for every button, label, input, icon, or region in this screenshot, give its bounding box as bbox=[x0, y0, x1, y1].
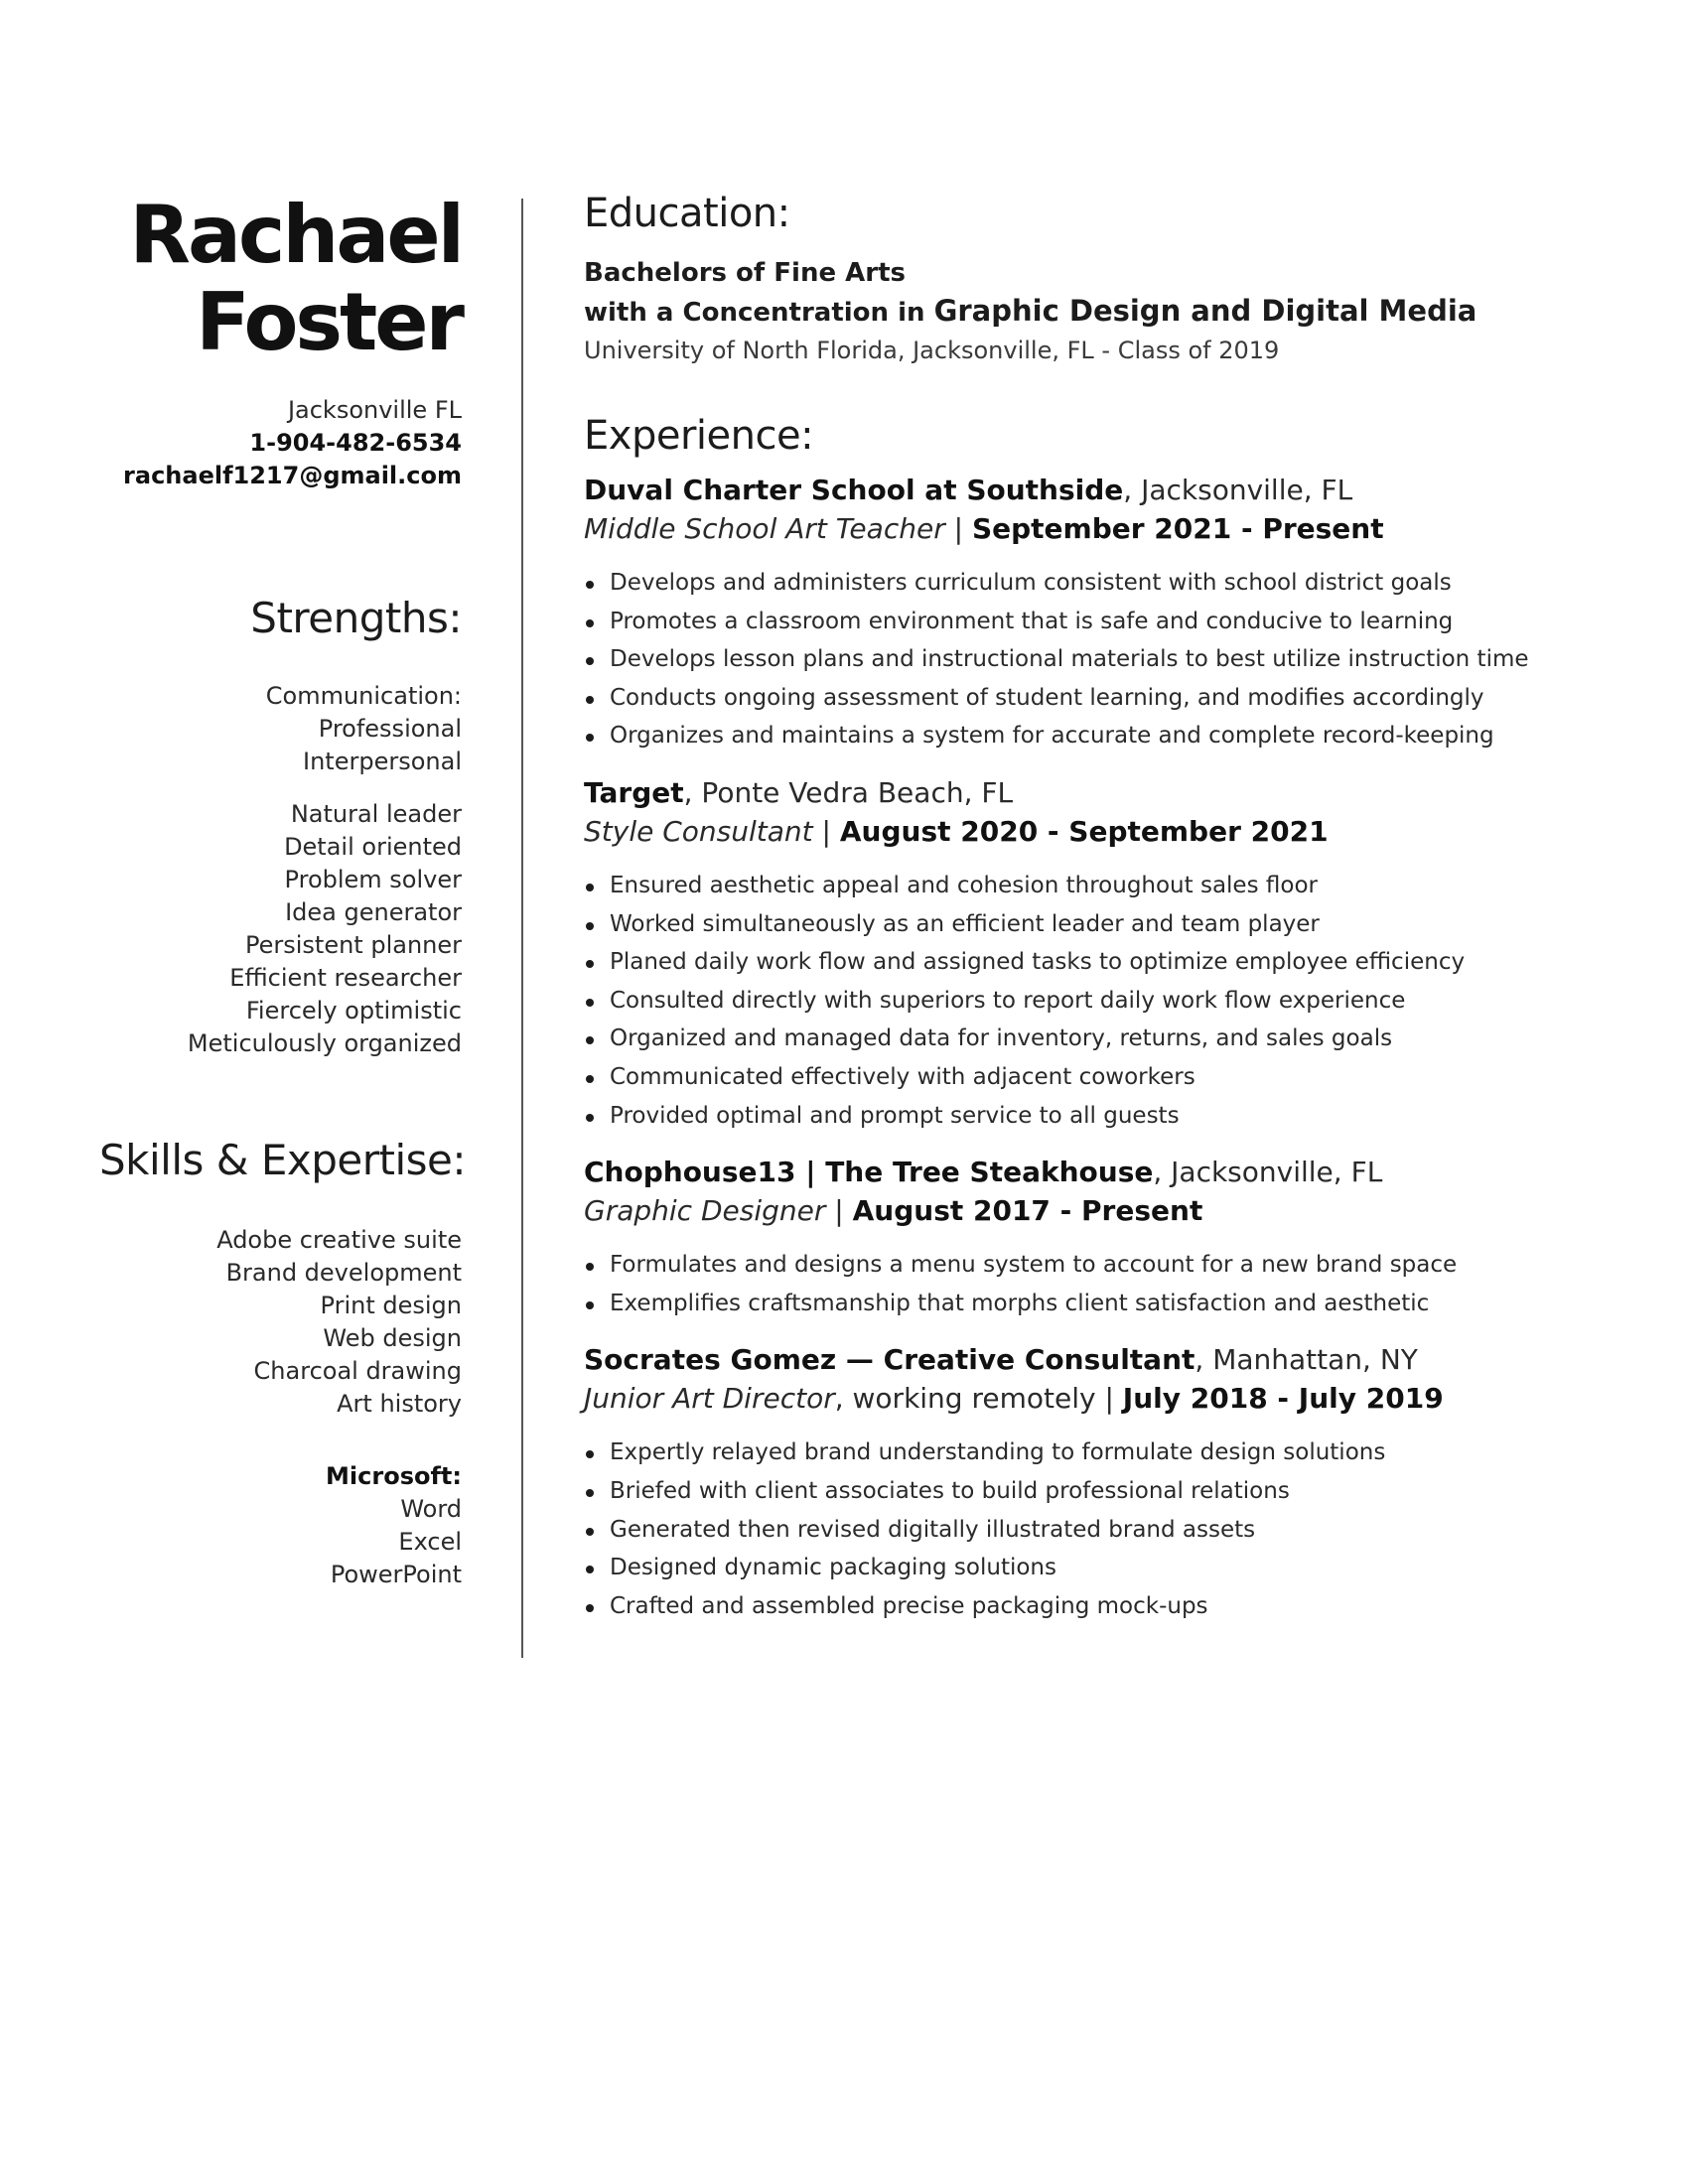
job-dates: August 2017 - Present bbox=[852, 1194, 1203, 1228]
job-role: Middle School Art Teacher bbox=[584, 512, 945, 545]
skill-item: Charcoal drawing bbox=[253, 1357, 462, 1385]
job-role: Style Consultant bbox=[584, 814, 813, 848]
strengths-group-traits bbox=[99, 798, 462, 1060]
job-bullet: Organizes and maintains a system for accurate and complete record-keeping bbox=[584, 717, 1577, 755]
strength-item: Efficient researcher bbox=[229, 964, 462, 992]
job-role-line bbox=[584, 1379, 1577, 1418]
strength-item: Detail oriented bbox=[284, 833, 462, 861]
skill-item: Art history bbox=[337, 1390, 462, 1418]
microsoft-label: Microsoft: bbox=[326, 1462, 462, 1490]
job-entry bbox=[584, 1340, 1577, 1625]
job-location: , Jacksonville, FL bbox=[1153, 1156, 1383, 1189]
job-bullets bbox=[584, 1433, 1577, 1625]
job-bullet: Communicated effectively with adjacent coworkers bbox=[584, 1058, 1577, 1097]
strengths-heading: Strengths: bbox=[250, 594, 462, 642]
contact-phone: 1-904-482-6534 bbox=[249, 429, 462, 457]
strength-item: Idea generator bbox=[285, 898, 462, 926]
job-bullet: Generated then revised digitally illustrated brand assets bbox=[584, 1511, 1577, 1550]
strength-item: Communication: bbox=[265, 682, 462, 710]
job-role: Graphic Designer bbox=[584, 1194, 826, 1228]
strength-item: Persistent planner bbox=[244, 931, 462, 959]
education-concentration bbox=[584, 292, 1577, 332]
job-dates: September 2021 - Present bbox=[971, 512, 1384, 545]
job-bullet: Exemplifies craftsmanship that morphs client satisfaction and aesthetic bbox=[584, 1285, 1577, 1323]
contact-location: Jacksonville FL bbox=[287, 396, 462, 424]
job-location: , Jacksonville, FL bbox=[1123, 474, 1353, 506]
contact-info bbox=[99, 394, 462, 492]
experience-section bbox=[584, 411, 1577, 1625]
job-bullet: Conducts ongoing assessment of student learning, and modifies accordingly bbox=[584, 679, 1577, 718]
microsoft-skill-item: Word bbox=[400, 1495, 462, 1523]
job-entry bbox=[584, 1153, 1577, 1322]
main-content bbox=[584, 189, 1577, 1625]
job-title-line bbox=[584, 1153, 1577, 1191]
skill-item: Print design bbox=[320, 1292, 462, 1319]
job-bullets bbox=[584, 564, 1577, 755]
job-title-line bbox=[584, 1340, 1577, 1379]
job-dates: July 2018 - July 2019 bbox=[1122, 1382, 1444, 1416]
job-role-line bbox=[584, 509, 1577, 548]
skill-item: Adobe creative suite bbox=[216, 1226, 462, 1254]
microsoft-skills-list bbox=[99, 1493, 462, 1591]
job-separator: | bbox=[1095, 1382, 1123, 1416]
job-location: , Manhattan, NY bbox=[1195, 1343, 1418, 1377]
contact-email: rachaelf1217@gmail.com bbox=[123, 462, 462, 489]
job-company: Chophouse13 | The Tree Steakhouse bbox=[584, 1156, 1154, 1189]
job-bullet: Provided optimal and prompt service to all guests bbox=[584, 1097, 1577, 1136]
strength-item: Natural leader bbox=[290, 800, 462, 828]
skills-list bbox=[99, 1224, 462, 1421]
experience-heading: Experience: bbox=[584, 413, 814, 459]
job-bullet: Consulted directly with superiors to report daily work flow experience bbox=[584, 982, 1577, 1021]
job-bullet: Crafted and assembled precise packaging mock-ups bbox=[584, 1587, 1577, 1626]
skill-item: Web design bbox=[323, 1324, 462, 1352]
strength-item: Meticulously organized bbox=[187, 1029, 462, 1057]
job-entry bbox=[584, 773, 1577, 1135]
skills-heading: Skills & Expertise: bbox=[99, 1136, 466, 1184]
job-separator: | bbox=[825, 1194, 853, 1228]
job-bullet: Promotes a classroom environment that is safe and conducive to learning bbox=[584, 603, 1577, 641]
education-entry bbox=[584, 254, 1577, 369]
job-dates: August 2020 - September 2021 bbox=[839, 814, 1329, 848]
job-bullet: Organized and managed data for inventory, returns, and sales goals bbox=[584, 1020, 1577, 1058]
sidebar bbox=[99, 189, 466, 1591]
strength-item: Fiercely optimistic bbox=[245, 997, 462, 1024]
job-role-line bbox=[584, 812, 1577, 851]
concentration-prefix: with a Concentration in bbox=[584, 298, 934, 328]
job-bullet: Ensured aesthetic appeal and cohesion throughout sales floor bbox=[584, 867, 1577, 905]
job-bullet: Briefed with client associates to build professional relations bbox=[584, 1472, 1577, 1511]
job-bullet: Formulates and designs a menu system to account for a new brand space bbox=[584, 1246, 1577, 1285]
job-bullets bbox=[584, 867, 1577, 1135]
job-bullet: Worked simultaneously as an efficient leader and team player bbox=[584, 905, 1577, 944]
strength-item: Interpersonal bbox=[303, 748, 462, 775]
job-bullets bbox=[584, 1246, 1577, 1322]
skill-item: Brand development bbox=[225, 1259, 462, 1287]
job-bullet: Planed daily work flow and assigned tasks to optimize employee efficiency bbox=[584, 943, 1577, 982]
strength-item: Problem solver bbox=[284, 866, 462, 893]
job-entry bbox=[584, 471, 1577, 755]
strengths-group-communication bbox=[99, 680, 462, 778]
job-bullet: Develops lesson plans and instructional materials to best utilize instruction time bbox=[584, 640, 1577, 679]
job-bullet: Designed dynamic packaging solutions bbox=[584, 1549, 1577, 1587]
strength-item: Professional bbox=[318, 715, 462, 743]
job-bullet: Develops and administers curriculum consistent with school district goals bbox=[584, 564, 1577, 603]
column-divider bbox=[521, 199, 523, 1658]
concentration-focus: Graphic Design and Digital Media bbox=[933, 294, 1477, 328]
job-location: , Ponte Vedra Beach, FL bbox=[683, 775, 1014, 809]
job-role: Junior Art Director bbox=[584, 1382, 835, 1416]
job-separator: | bbox=[812, 814, 840, 848]
first-name: Rachael bbox=[129, 189, 462, 281]
job-title-line bbox=[584, 471, 1577, 509]
job-role-extra: , working remotely bbox=[834, 1382, 1096, 1416]
microsoft-skill-item: Excel bbox=[398, 1528, 462, 1556]
job-company: Socrates Gomez — Creative Consultant bbox=[584, 1343, 1196, 1377]
microsoft-skill-item: PowerPoint bbox=[330, 1561, 462, 1588]
job-company: Target bbox=[584, 775, 684, 809]
job-role-line bbox=[584, 1191, 1577, 1230]
education-school: University of North Florida, Jacksonville, FL - Class of 2019 bbox=[584, 337, 1280, 364]
last-name: Foster bbox=[196, 276, 462, 368]
job-title-line bbox=[584, 773, 1577, 812]
job-company: Duval Charter School at Southside bbox=[584, 474, 1124, 506]
education-heading: Education: bbox=[584, 191, 790, 236]
education-section bbox=[584, 189, 1577, 369]
job-separator: | bbox=[944, 512, 972, 545]
job-bullet: Expertly relayed brand understanding to formulate design solutions bbox=[584, 1433, 1577, 1472]
candidate-name bbox=[99, 189, 462, 368]
education-degree: Bachelors of Fine Arts bbox=[584, 258, 906, 288]
